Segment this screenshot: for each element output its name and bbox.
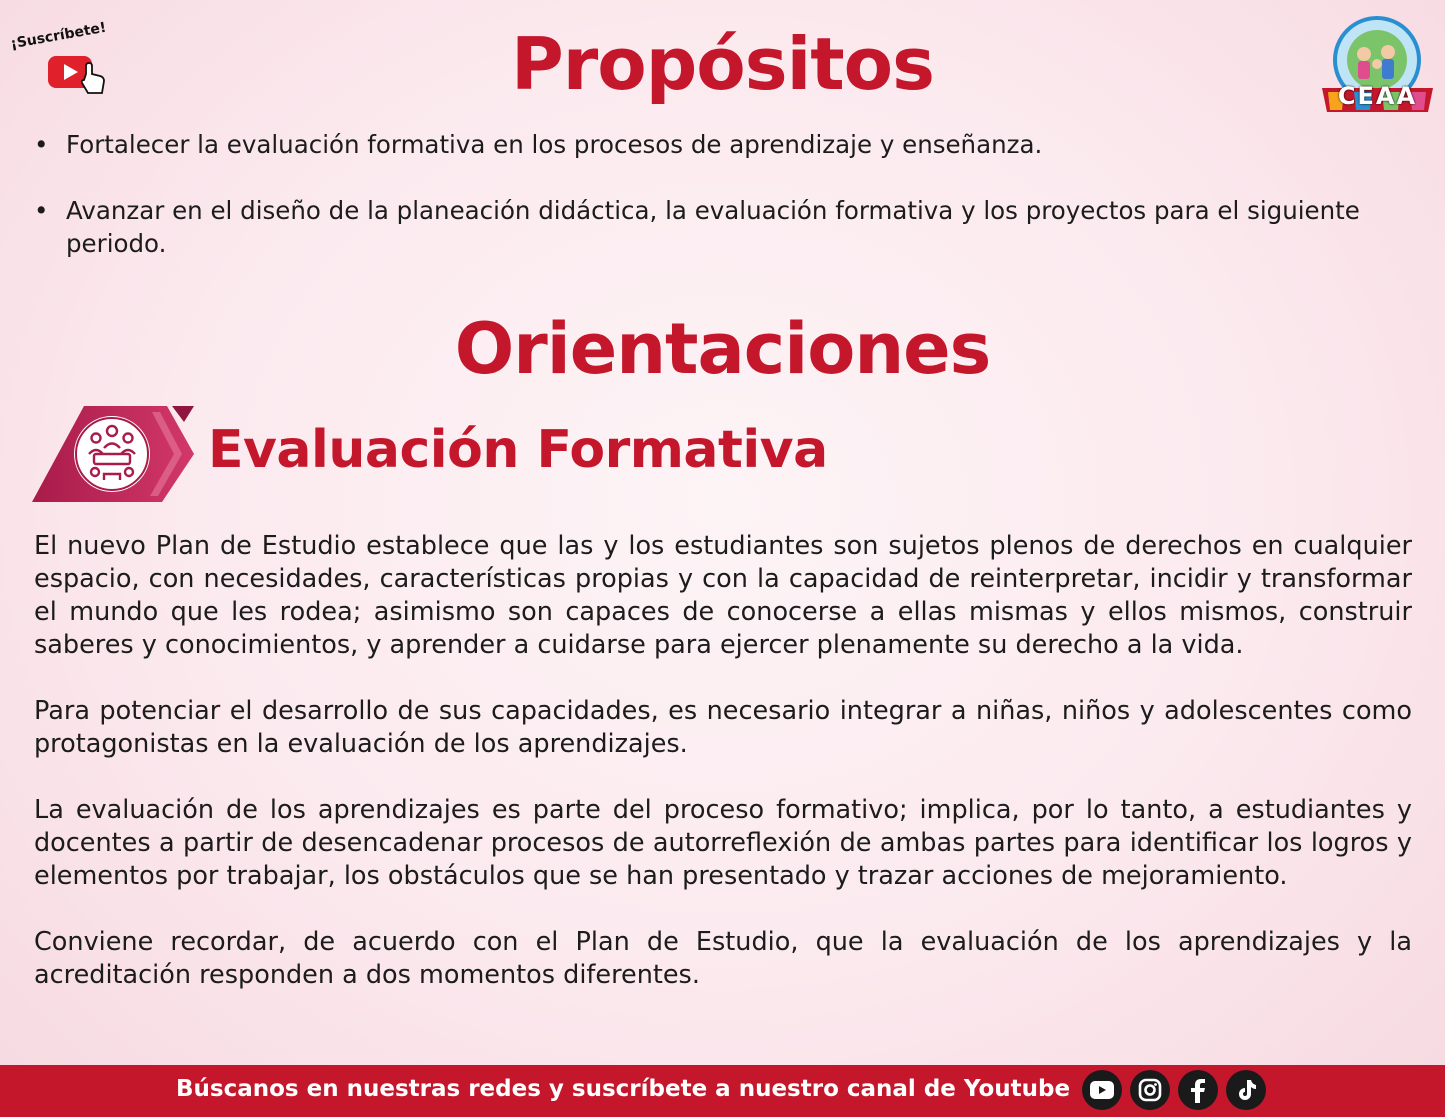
propositos-title: Propósitos (510, 22, 935, 106)
bullet-icon: • (34, 196, 49, 225)
facebook-icon[interactable] (1178, 1070, 1218, 1110)
instagram-icon[interactable] (1130, 1070, 1170, 1110)
list-item (34, 194, 1412, 260)
list-item-text: Avanzar en el diseño de la planeación didáctica, la evaluación formativa y los proyectos para el siguiente periodo. (66, 196, 1360, 258)
youtube-icon[interactable] (1082, 1070, 1122, 1110)
tiktok-icon[interactable] (1226, 1070, 1266, 1110)
orientaciones-body (34, 530, 1412, 1025)
section-title: Evaluación Formativa (208, 420, 828, 480)
bullet-icon: • (34, 130, 49, 159)
list-item-text: Fortalecer la evaluación formativa en los procesos de aprendizaje y enseñanza. (66, 130, 1043, 159)
list-item (34, 128, 1412, 161)
paragraph: Conviene recordar, de acuerdo con el Plan de Estudio, que la evaluación de los aprendizajes y la acreditación responden a dos momentos diferentes. (34, 927, 1412, 990)
footer-text: Búscanos en nuestras redes y suscríbete a nuestro canal de Youtube (176, 1076, 1071, 1102)
paragraph: La evaluación de los aprendizajes es parte del proceso formativo; implica, por lo tanto, a estudiantes y docentes a partir de desencadenar procesos de autorreflexión de ambas partes para identificar los logros y elementos por trabajar, los obstáculos que se han presentado y trazar acciones de mejoramiento. (34, 795, 1412, 891)
paragraph: Para potenciar el desarrollo de sus capacidades, es necesario integrar a niñas, niños y adolescentes como protagonistas en la evaluación de los aprendizajes. (34, 696, 1412, 759)
subscribe-label: ¡Suscríbete! (9, 19, 108, 53)
social-icons (1082, 1070, 1266, 1110)
orientaciones-title: Orientaciones (454, 308, 991, 390)
group-meeting-icon (32, 404, 202, 504)
paragraph: El nuevo Plan de Estudio establece que las y los estudiantes son sujetos plenos de derechos en cualquier espacio, con necesidades, características propias y con la capacidad de reinterpretar, incidir y transformar el mundo que les rodea; asimismo son capaces de conocerse a ellas mismas y ellos mismos, construir saberes y conocimientos, y aprender a cuidarse para ejercer plenamente su derecho a la vida. (34, 531, 1412, 660)
footer-bar (0, 1065, 1445, 1117)
section-header (32, 404, 932, 504)
propositos-list (34, 128, 1412, 293)
logo-text: CEAA (1337, 82, 1418, 110)
